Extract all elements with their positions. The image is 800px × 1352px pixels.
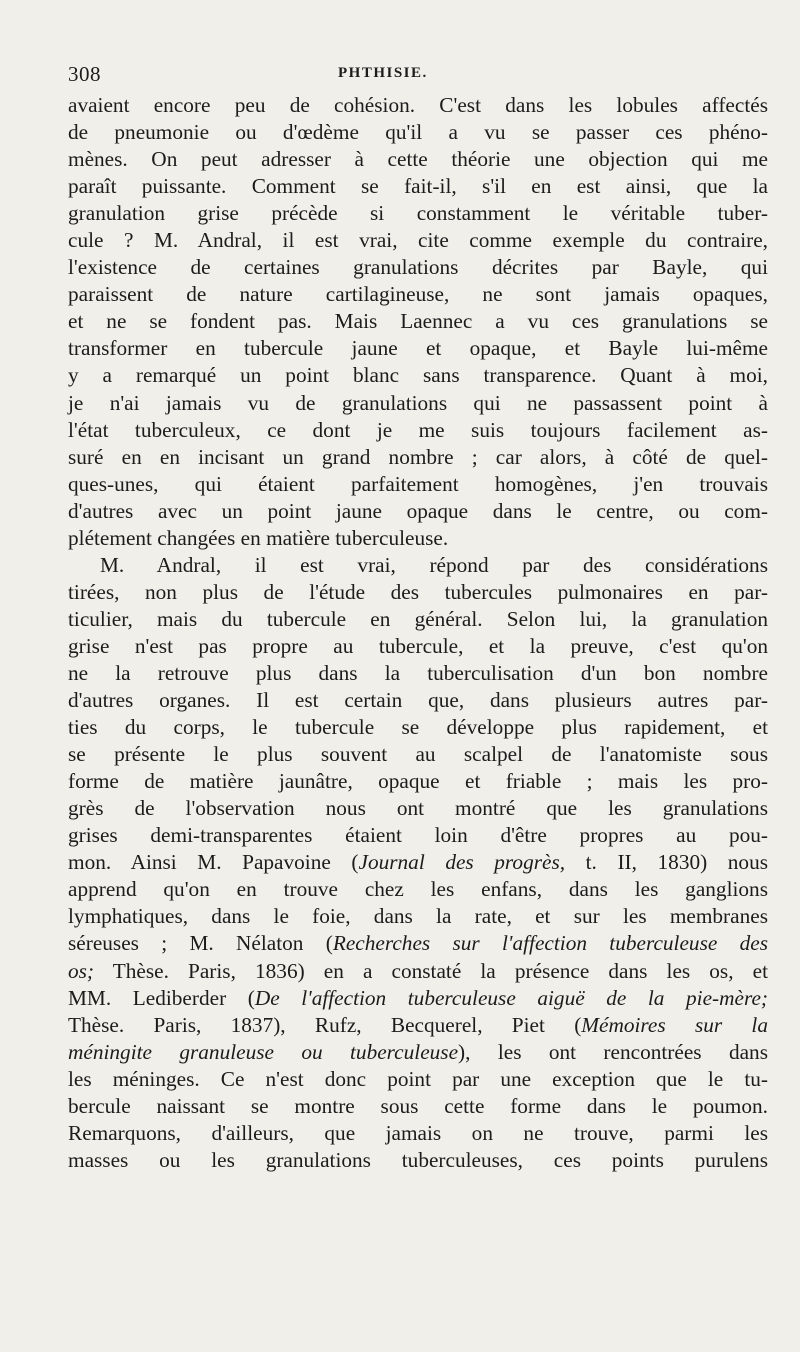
paragraph-first-line: M. Andral, il est vrai, répond par des considérations <box>100 552 768 577</box>
text-line: granulation grise précède si constamment le véritable tuber- <box>68 201 768 226</box>
text-line: tirées, non plus de l'étude des tubercules pulmonaires en par- <box>68 579 768 604</box>
text-line: forme de matière jaunâtre, opaque et friable ; mais les pro- <box>68 769 768 794</box>
text-line: d'autres organes. Il est certain que, dans plusieurs autres par- <box>68 688 768 713</box>
text-line: avaient encore peu de cohésion. C'est dans les lobules affectés <box>68 93 768 117</box>
text-line: ques-unes, qui étaient parfaitement homogènes, j'en trouvais <box>68 471 768 496</box>
text-line: suré en en incisant un grand nombre ; car alors, à côté de quel- <box>68 444 768 469</box>
text-line: d'autres avec un point jaune opaque dans le centre, ou com- <box>68 498 768 523</box>
running-title: PHTHISIE. <box>338 65 428 81</box>
text-line: plétement changées en matière tuberculeuse. <box>68 525 449 550</box>
text-line: transformer en tubercule jaune et opaque, et Bayle lui-même <box>68 336 768 361</box>
text-line: ties du corps, le tubercule se développe plus rapidement, et <box>68 715 768 740</box>
text-line: l'existence de certaines granulations décrites par Bayle, qui <box>68 255 768 280</box>
text-line: grises demi-transparentes étaient loin d'être propres au pou- <box>68 823 768 848</box>
text-line-citation: os; Thèse. Paris, 1836) en a constaté la présence dans les os, et <box>68 958 768 983</box>
text-line: paraît puissante. Comment se fait-il, s'il en est ainsi, que la <box>68 174 768 199</box>
text-line: je n'ai jamais vu de granulations qui ne passassent point à <box>68 390 768 415</box>
text-line: y a remarqué un point blanc sans transparence. Quant à moi, <box>68 363 768 388</box>
text-line: de pneumonie ou d'œdème qu'il a vu se passer ces phéno- <box>68 120 768 145</box>
text-line: masses ou les granulations tuberculeuses, ces points purulens <box>68 1147 768 1172</box>
text-line-citation: MM. Lediberder (De l'affection tuberculeuse aiguë de la pie-mère; <box>68 985 768 1010</box>
text-line: ticulier, mais du tubercule en général. Selon lui, la granulation <box>68 606 768 631</box>
text-line-citation: mon. Ainsi M. Papavoine (Journal des progrès, t. II, 1830) nous <box>68 850 769 875</box>
text-line: grise n'est pas propre au tubercule, et la preuve, c'est qu'on <box>68 633 768 658</box>
text-line: cule ? M. Andral, il est vrai, cite comme exemple du contraire, <box>68 228 768 253</box>
text-line: les méninges. Ce n'est donc point par une exception que le tu- <box>68 1066 768 1091</box>
text-line: paraissent de nature cartilagineuse, ne sont jamais opaques, <box>68 282 768 307</box>
text-line: ne la retrouve plus dans la tuberculisation d'un bon nombre <box>68 660 768 685</box>
text-line: se présente le plus souvent au scalpel de l'anatomiste sous <box>68 742 768 767</box>
text-line: lymphatiques, dans le foie, dans la rate, et sur les membranes <box>68 904 768 929</box>
text-line: bercule naissant se montre sous cette forme dans le poumon. <box>68 1093 768 1118</box>
body-text <box>68 92 768 1174</box>
text-line-citation: méningite granuleuse ou tuberculeuse), les ont rencontrées dans <box>68 1039 768 1064</box>
text-line-citation: Thèse. Paris, 1837), Rufz, Becquerel, Piet (Mémoires sur la <box>68 1012 768 1037</box>
text-line: l'état tuberculeux, ce dont je me suis toujours facilement as- <box>68 417 768 442</box>
text-line: mènes. On peut adresser à cette théorie une objection qui me <box>68 147 768 172</box>
page-number: 308 <box>68 62 101 86</box>
text-line: grès de l'observation nous ont montré que les granulations <box>68 796 768 821</box>
text-line: apprend qu'on en trouve chez les enfans, dans les ganglions <box>68 877 768 902</box>
text-line-citation: séreuses ; M. Nélaton (Recherches sur l'affection tuberculeuse des <box>68 931 768 956</box>
text-line: Remarquons, d'ailleurs, que jamais on ne trouve, parmi les <box>68 1120 768 1145</box>
text-line: et ne se fondent pas. Mais Laennec a vu ces granulations se <box>68 309 768 334</box>
running-head <box>68 62 768 90</box>
